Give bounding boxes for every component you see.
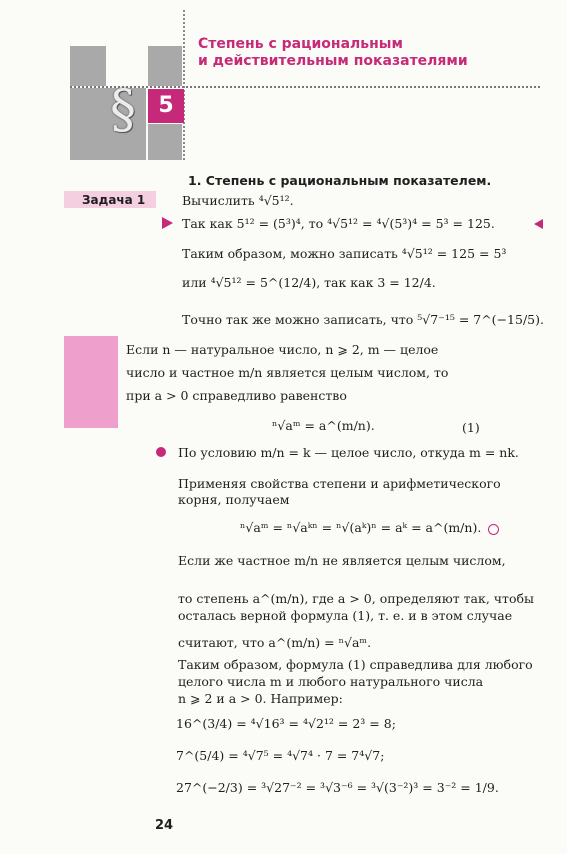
section-title-line1: Степень с рациональным xyxy=(198,36,403,52)
text-line: Таким образом, формула (1) справедлива для любого xyxy=(178,657,533,672)
header-grey-block-top xyxy=(70,46,106,86)
example-line: 16^(3/4) = ⁴√16³ = ⁴√2¹² = 2³ = 8; xyxy=(176,716,396,731)
rule-line: число и частное m/n является целым числом, то xyxy=(126,365,449,380)
rule-side-marker xyxy=(64,336,118,428)
text-line: или ⁴√5¹² = 5^(12/4), так как 3 = 12/4. xyxy=(182,275,436,290)
proof-line: корня, получаем xyxy=(178,492,290,507)
formula-number: (1) xyxy=(462,420,480,435)
solution-end-icon xyxy=(534,219,543,229)
example-line: 27^(−2/3) = ³√27⁻² = ³√3⁻⁶ = ³√(3⁻²)³ = 3⁻² = 1/9. xyxy=(176,780,499,795)
solution-start-icon xyxy=(162,217,173,229)
text-line: Точно так же можно записать, что ⁵√7⁻¹⁵ = 7^(−15/5). xyxy=(182,312,544,327)
horizontal-dotted-line xyxy=(70,86,540,88)
subsection-title: 1. Степень с рациональным показателем. xyxy=(188,173,492,188)
section-title-line2: и действительным показателями xyxy=(198,53,468,69)
text-line: целого числа m и любого натурального числа xyxy=(178,674,484,689)
page-number: 24 xyxy=(155,818,174,833)
proof-end-icon xyxy=(488,524,499,535)
proof-line: По условию m/n = k — целое число, откуда m = nk. xyxy=(178,445,519,460)
text-line: Если же частное m/n не является целым числом, xyxy=(178,553,506,568)
task-statement: Вычислить ⁴√5¹². xyxy=(182,193,294,208)
section-number-badge: 5 xyxy=(148,89,184,123)
proof-start-icon xyxy=(156,447,166,457)
rule-line: Если n — натуральное число, n ⩾ 2, m — целое xyxy=(126,342,439,357)
example-line: 7^(5/4) = ⁴√7⁵ = ⁴√7⁴ · 7 = 7⁴√7; xyxy=(176,748,385,763)
proof-formula: ⁿ√aᵐ = ⁿ√aᵏⁿ = ⁿ√(aᵏ)ⁿ = aᵏ = a^(m/n). xyxy=(240,520,482,535)
text-line: то степень a^(m/n), где a > 0, определяют так, чтобы xyxy=(178,591,534,606)
text-line: Таким образом, можно записать ⁴√5¹² = 125 = 5³ xyxy=(182,246,507,261)
solution-line: Так как 5¹² = (5³)⁴, то ⁴√5¹² = ⁴√(5³)⁴ = 5³ = 125. xyxy=(182,216,495,231)
text-line: осталась верной формула (1), т. е. и в этом случае xyxy=(178,608,513,623)
rule-line: при a > 0 справедливо равенство xyxy=(126,388,347,403)
rule-formula: ⁿ√aᵐ = a^(m/n). xyxy=(272,418,375,433)
text-line: считают, что a^(m/n) = ⁿ√aᵐ. xyxy=(178,635,372,650)
text-line: n ⩾ 2 и a > 0. Например: xyxy=(178,691,343,706)
proof-line: Применяя свойства степени и арифметического xyxy=(178,476,501,491)
header-grey-block-bottom xyxy=(148,124,182,160)
header-grey-block-right xyxy=(148,46,182,86)
task-label: Задача 1 xyxy=(82,193,146,207)
section-sign-icon: § xyxy=(110,80,136,140)
vertical-dotted-line xyxy=(183,10,185,160)
section-title xyxy=(198,36,468,70)
